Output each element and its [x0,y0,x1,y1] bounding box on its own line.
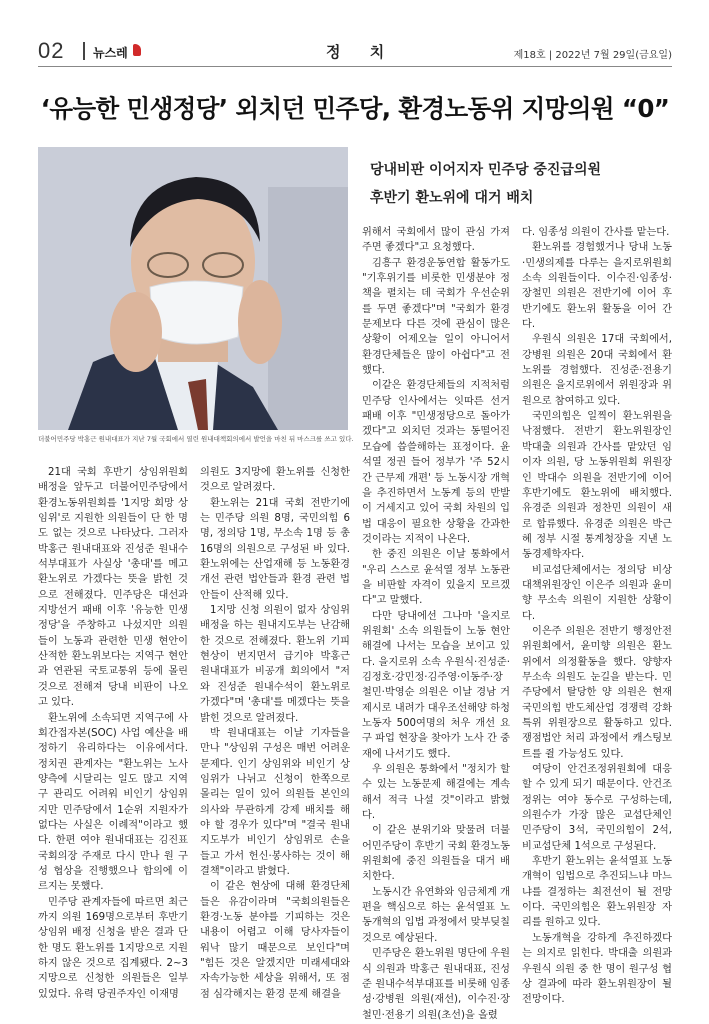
header-separator [83,42,85,60]
newspaper-logo: 뉴스레 [93,46,128,60]
body-column-3 [362,225,510,1023]
paragraph: 다만 당내에선 그나마 '을지로위원회' 소속 의원들이 노동 현안 해결에 나서는 모습을 보이고 있다. 을지로위 소속 우원식·진성준·김정호·강민정·김주영·이동주·장철민·박영순 의원은 이날 경남 거제시로 내려가 대우조선해양 하청노동자 500여명의 처우 개선 요구 파업 현장을 찾아가 노사 간 중재에 나서기도 했다. [362,610,510,760]
paragraph: 민주당 관계자들에 따르면 최근까지 의원 169명으로부터 후반기 상임위 배정 신청을 받은 결과 단 한 명도 환노위를 1지망으로 지원하지 않은 것으로 집계됐다. 2~3지망으로 신청한 의원들은 일부 있었다. 유력 당권주자인 이재명 [38,896,188,1000]
paragraph: 노동개혁을 강하게 추진하겠다는 의지로 읽힌다. 박대출 의원과 우원식 의원 중 한 명이 원구성 협상 결과에 따라 환노위원장이 될 전망이다. [522,932,672,1006]
section-title: 정 치 [326,43,397,61]
paragraph: 21대 국회 후반기 상임위원회 배정을 앞두고 더불어민주당에서 환경노동위원회를 '1지망 희망 상임위'로 지원한 의원들이 단 한 명도 없는 것으로 나타났다. 그러자 박홍근 원내대표와 진성준 원내수석부대표가 사실상 '총대'를 메고 환노위로 가겠다는 뜻을 밝힌 것으로 전해졌다. 민주당은 대선과 지방선거 패배 이후 '유능한 민생정당'을 주창하고 나섰지만 의원들이 노동과 관련한 민생 현안이 산적한 환노위보다는 지역구 현안과 연관된 국토교통위 등에 몰린 것으로 전해져 당내 비판이 나오고 있다. [38,467,188,709]
paragraph: 후반기 환노위는 윤석열표 노동개혁이 입법으로 추진되느냐 마느냐를 결정하는 최전선이 될 전망이다. 국민의힘은 환노위원장 자리를 원하고 있다. [522,856,672,929]
paragraph: 의원도 3지망에 환노위를 신청한 것으로 알려졌다. [200,467,350,494]
paragraph: 위해서 국회에서 많이 관심 가져 주면 좋겠다"고 요청했다. [362,227,510,254]
article-headline: ‘유능한 민생정당’ 외치던 민주당, 환경노동위 지망의원 “0” [40,94,670,123]
paragraph: 환노위를 경험했거나 당내 노동·민생의제를 다루는 을지로위원회 소속 의원들이다. 이수진·임종성·장철민 의원은 전반기에 이어 후반기에도 환노위 활동을 이어 간다. [522,242,672,331]
subhead-line: 후반기 환노위에 대거 배치 [370,190,534,206]
paragraph: 1지망 신청 의원이 없자 상임위 배정을 하는 원내지도부는 난감해한 것으로 전해졌다. 환노위 기피 현상이 번지면서 급기야 박홍근 원내대표가 비공개 회의에서 "저와 진성준 원내수석이 환노위로 가겠다"며 '총대'를 메겠다는 뜻을 밝힌 것으로 알려졌다. [200,605,350,724]
page-number: 02 [38,38,65,63]
issue-date: 제18호 | 2022년 7월 29일(금요일) [513,50,672,61]
paragraph: 이같은 환경단체들의 지적처럼 민주당 인사에서는 잇따른 선거 패배 이후 "민생정당으로 돌아가겠다"고 외치던 것과는 동떨어진 모습에 씁쓸해하는 표정이다. 윤석열 정권 들어 정부가 '주 52시간 근무제 개편' 등 노동시장 개혁을 추진하면서 노동계 등의 반발이 거세지고 있어 국회 차원의 입법 대응이 필요한 상황을 간과한 것이라는 지적이 나온다. [362,380,510,545]
paragraph: 한 중진 의원은 이날 통화에서 "우리 스스로 윤석열 정부 노동관을 비판할 자격이 있을지 모르겠다"고 말했다. [362,549,510,607]
paragraph: 이 같은 현상에 대해 환경단체들은 유감이라며 "국회의원들은 환경·노동 분야를 기피하는 것은 내용이 어렵고 이해 당사자들이 워낙 많기 때문으로 보인다"며 "힘든 것은 알겠지만 미래세대와 자속가능한 세상을 위해서, 또 점점 심각해지는 환경 문제 해결을 [200,881,350,1000]
paragraph: 이 같은 분위기와 맞물려 더불어민주당이 후반기 국회 환경노동위원회에 중진 의원들을 대거 배치한다. [362,825,510,883]
photo-caption: 더불어민주당 박홍근 원내대표가 지난 7월 국회에서 열린 원내대책회의에서 발언을 마친 뒤 마스크를 쓰고 있다. [38,435,354,443]
header-rule [38,66,672,67]
paragraph: 민주당은 환노위원 명단에 우원식 의원과 박홍근 원내대표, 진성준 원내수석부대표를 비롯해 임종성·강병원 의원(재선), 이수진·장철민·전용기 의원(초선)을 올렸 [362,948,510,1021]
paragraph: 환노위는 21대 국회 전반기에는 민주당 의원 8명, 국민의힘 6명, 정의당 1명, 무소속 1명 등 총 16명의 의원으로 구성된 바 있다. 환노위에는 산업재해 등 노동환경 개선 관련 법안들과 환경 관련 법안들이 산적해 있다. [200,497,350,601]
paragraph: 우 의원은 통화에서 "정치가 할 수 있는 노동문제 해결에는 계속해서 적극 나설 것"이라고 밝혔다. [362,764,510,822]
paragraph: 이은주 의원은 전반기 행정안전위원회에서, 윤미향 의원은 환노위에서 의정활동을 했다. 양향자 무소속 의원도 눈길을 받는다. 민주당에서 탈당한 양 의원은 현재 국민의힘 반도체산업 경쟁력 강화 특위 위원장으로 활동하고 있다. 쟁점법안 처리 과정에서 캐스팅보트를 쥘 가능성도 있다. [522,625,672,760]
paragraph: 비교섭단체에서는 정의당 비상대책위원장인 이은주 의원과 윤미향 무소속 의원이 지원한 상황이다. [522,564,672,622]
article-photo [38,147,348,430]
paragraph: 우원식 의원은 17대 국회에서, 강병원 의원은 20대 국회에서 환노위를 경험했다. 진성준·전용기 의원은 을지로위에서 위원장과 위원으로 참여하고 있다. [522,334,672,407]
body-column-4 [522,225,672,1008]
article-subhead [370,156,670,212]
paragraph: 환노위에 소속되면 지역구에 사회간접자본(SOC) 사업 예산을 배정하기 유리하다는 이유에서다. 정치권 관계자는 "환노위는 노사 양측에 시달리는 일도 많고 지역구 관리도 어려워 비인기 상임위지만 민주당에서 1순위 지원자가 없다는 사실은 이례적"이라고 했다. 한편 여야 원내대표는 김진표 국회의장 주재로 다시 만나 원 구성 협상을 진행했으나 합의에 이르지는 못했다. [38,712,188,893]
paragraph: 국민의힘은 일찍이 환노위원을 낙점했다. 전반기 환노위원장인 박대출 의원과 간사를 맡았던 임이자 의원, 당 노동위원회 위원장인 박대수 의원을 전반기에 이어 후반기에도 환노위에 배치했다. 유경준 의원과 정찬민 의원이 새로 합류했다. 유경준 의원은 박근혜 정부 시절 통계청장을 지낸 노동경제학자다. [522,411,672,561]
body-column-2 [200,465,350,1002]
paragraph: 김흥구 환경운동연합 활동가도 "기후위기를 비롯한 민생분야 정책을 펼치는 데 국회가 우선순위를 두면 좋겠다"며 "국회가 환경 문제보다 다른 것에 관심이 많은 상황이 어제오늘 일이 아니어서 환경단체들은 많이 아쉽다"고 전했다. [362,257,510,377]
newspaper-logo-mark-icon [133,44,141,56]
subhead-line: 당내비판 이어지자 민주당 중진급의원 [370,162,602,178]
photo-illustration [38,147,348,430]
paragraph: 노동시간 유연화와 임금체계 개편을 핵심으로 하는 윤석열표 노동개혁의 입법 과정에서 맞부딪칠 것으로 예상된다. [362,886,510,944]
page-header [38,36,672,66]
paragraph: 박 원내대표는 이날 기자들을 만나 "상임위 구성은 매번 어려운 문제다. 인기 상임위와 비인기 상임위가 나뉘고 신청이 한쪽으로 몰리는 일이 있어 의원들 본인의 의사와 무관하게 강제 배치를 해야 할 경우가 있다"며 "결국 원내지도부가 비인기 상임위로 손을 들고 가서 헌신·봉사하는 것이 해결책"이라고 밝혔다. [200,727,350,877]
paragraph: 다. 임종성 의원이 간사를 맡는다. [522,227,670,238]
paragraph: 여당이 안건조정위원회에 대응할 수 있게 되기 때문이다. 안건조정위는 여야 동수로 구성하는데, 의원수가 가장 많은 교섭단체인 민주당이 3석, 국민의힘이 2석, 비교섭단체 1석으로 구성된다. [522,764,672,852]
body-column-1 [38,465,188,1002]
